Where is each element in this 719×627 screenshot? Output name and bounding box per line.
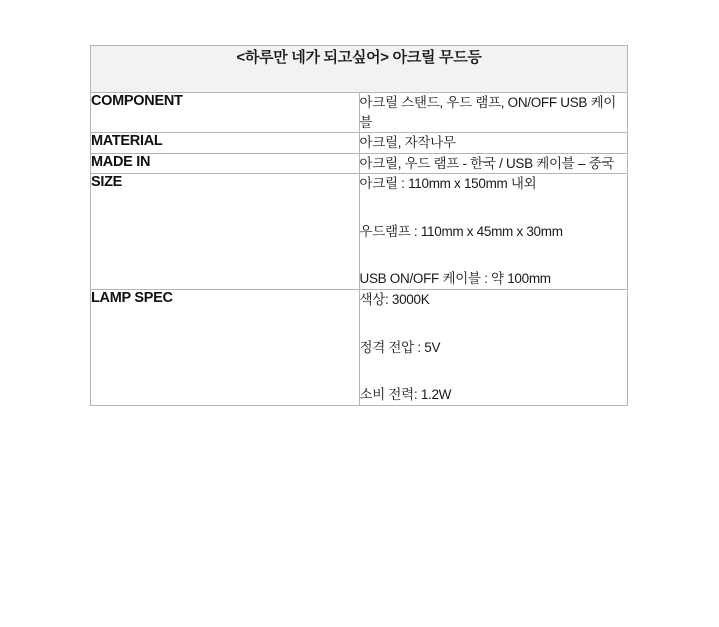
- row-value-line: 우드램프 : 110mm x 45mm x 30mm: [359, 223, 563, 239]
- row-label-component: COMPONENT: [91, 93, 360, 133]
- table-row: [91, 93, 628, 133]
- row-value-line: USB ON/OFF 케이블 : 약 100mm: [359, 271, 551, 287]
- row-value-made-in: [359, 153, 628, 174]
- row-value-material: [359, 133, 628, 154]
- row-value-line: 소비 전력: 1.2W: [359, 387, 452, 403]
- row-value-line: 아크릴, 우드 램프 - 한국 / USB 케이블 – 중국: [359, 155, 615, 171]
- row-value-lamp-spec: [359, 289, 628, 405]
- row-value-line: 색상: 3000K: [359, 291, 430, 307]
- row-value-line: 아크릴 : 110mm x 150mm 내외: [359, 176, 537, 192]
- row-label-made-in: MADE IN: [91, 153, 360, 174]
- table-title-row: [91, 46, 628, 93]
- row-value-line: 정격 전압 : 5V: [359, 339, 441, 355]
- table-row: [91, 153, 628, 174]
- row-label-lamp-spec: LAMP SPEC: [91, 289, 360, 405]
- table-row: [91, 174, 628, 290]
- row-value-line: 아크릴 스탠드, 우드 램프, ON/OFF USB 케이블: [359, 95, 617, 130]
- table-row: [91, 133, 628, 154]
- row-value-line: 아크릴, 자작나무: [359, 135, 456, 151]
- table-title: <하루만 네가 되고싶어> 아크릴 무드등: [91, 46, 628, 93]
- table-row: [91, 289, 628, 405]
- row-label-size: SIZE: [91, 174, 360, 290]
- product-spec-table: [90, 45, 628, 406]
- row-label-material: MATERIAL: [91, 133, 360, 154]
- row-value-size: [359, 174, 628, 290]
- row-value-component: [359, 93, 628, 133]
